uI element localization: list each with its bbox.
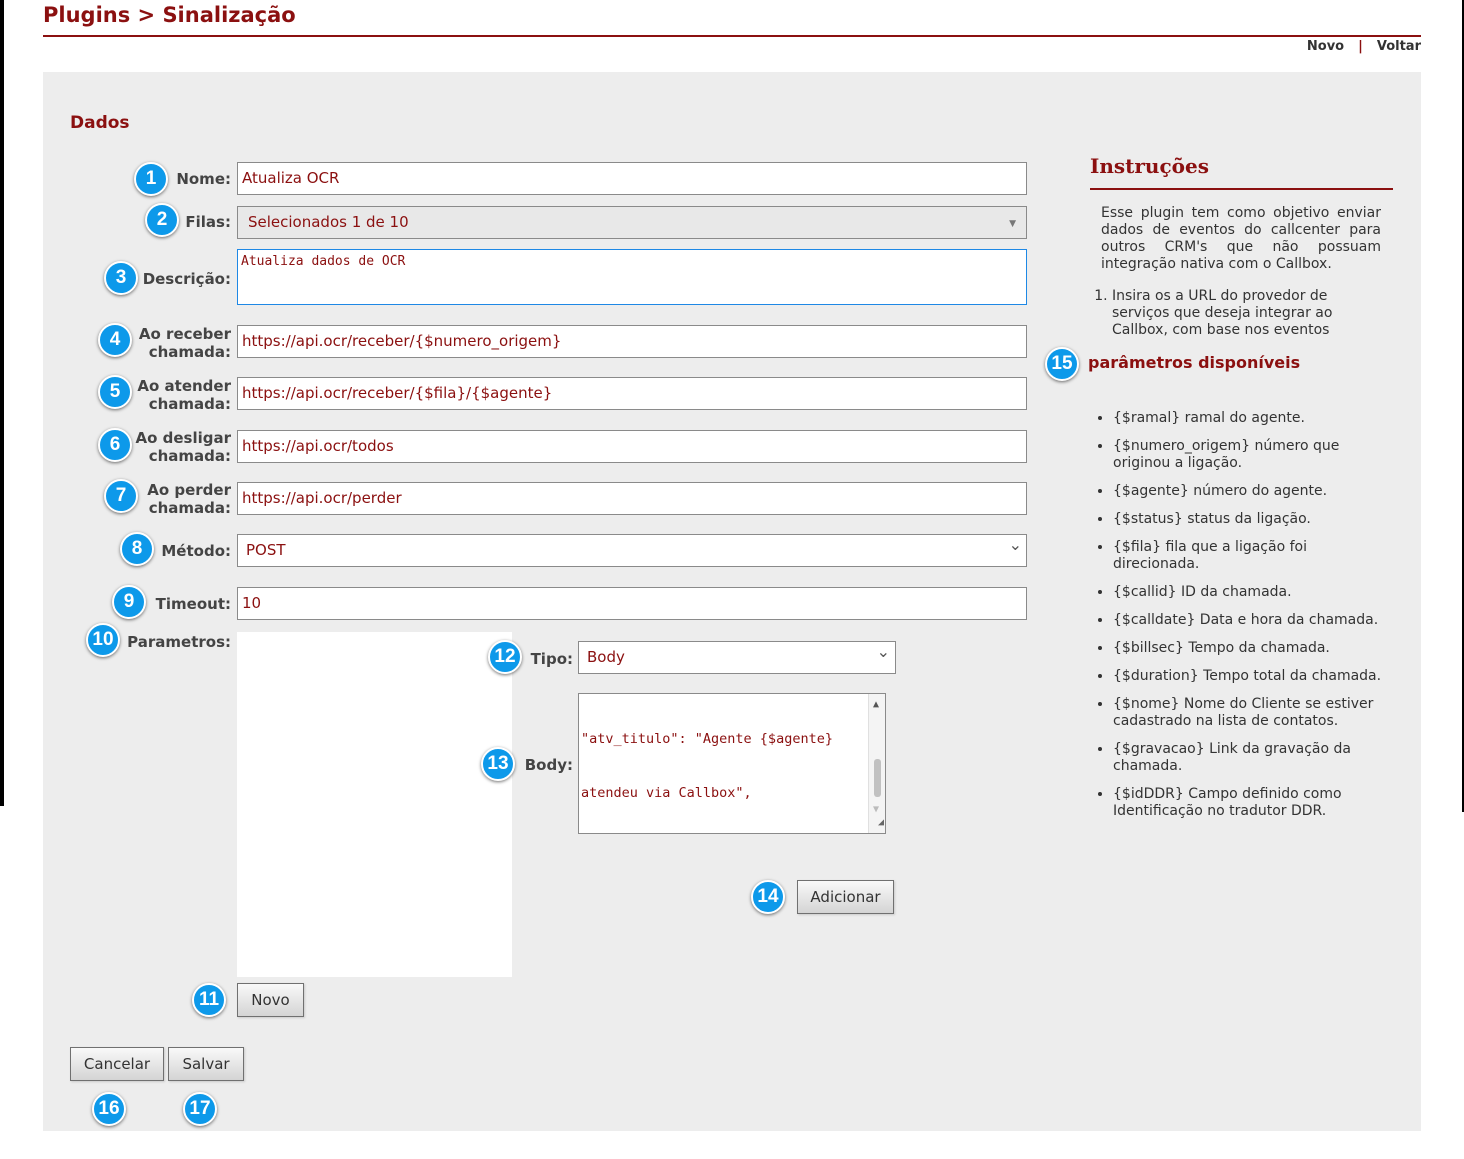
filas-label: Filas: bbox=[185, 213, 231, 231]
nome-label: Nome: bbox=[176, 170, 231, 188]
param-item: • {$ramal} ramal do agente. bbox=[1113, 410, 1395, 427]
step-badge: 8 bbox=[120, 532, 154, 566]
step-badge: 17 bbox=[183, 1092, 217, 1126]
cancelar-button[interactable]: Cancelar bbox=[70, 1047, 164, 1081]
section-title: Dados bbox=[70, 113, 130, 133]
tipo-label: Tipo: bbox=[530, 650, 573, 668]
filas-multiselect[interactable]: Selecionados 1 de 10 ▼ bbox=[237, 206, 1027, 239]
step-badge: 16 bbox=[92, 1092, 126, 1126]
novo-link[interactable]: Novo bbox=[1306, 39, 1345, 54]
param-item: • {$calldate} Data e hora da chamada. bbox=[1113, 612, 1395, 629]
step-badge: 10 bbox=[86, 623, 120, 657]
step-badge: 13 bbox=[481, 747, 515, 781]
ao-receber-input[interactable]: https://api.ocr/receber/{$numero_origem} bbox=[237, 325, 1027, 358]
ao-atender-label bbox=[51, 377, 231, 413]
tipo-select[interactable]: Body ⌄ bbox=[578, 641, 896, 674]
params-list bbox=[1095, 410, 1395, 831]
label-line-2: chamada: bbox=[148, 447, 231, 465]
ao-receber-label bbox=[51, 325, 231, 361]
body-line: "atv_titulo": "Agente {$agente} bbox=[581, 731, 833, 747]
parametros-list[interactable] bbox=[237, 632, 512, 977]
instructions-step: 1. Insira os a URL do provedor de serviços que deseja integrar ao Callbox, com base nos eventos bbox=[1112, 288, 1366, 339]
nome-input[interactable]: Atualiza OCR bbox=[237, 162, 1027, 195]
step-badge: 9 bbox=[112, 585, 146, 619]
link-separator: | bbox=[1358, 39, 1363, 54]
param-item: • {$idDDR} Campo definido como Identificação no tradutor DDR. bbox=[1113, 786, 1395, 820]
params-title: parâmetros disponíveis bbox=[1088, 353, 1301, 372]
ao-perder-label bbox=[51, 481, 231, 517]
ao-perder-input[interactable]: https://api.ocr/perder bbox=[237, 482, 1027, 515]
param-item: • {$billsec} Tempo da chamada. bbox=[1113, 640, 1395, 657]
label-line-2: chamada: bbox=[148, 343, 231, 361]
instructions-steps bbox=[1096, 288, 1366, 339]
page-title: Plugins > Sinalização bbox=[43, 3, 296, 27]
timeout-input[interactable]: 10 bbox=[237, 587, 1027, 620]
step-badge: 3 bbox=[104, 261, 138, 295]
instructions-title: Instruções bbox=[1090, 154, 1209, 178]
label-line-2: chamada: bbox=[148, 395, 231, 413]
step-badge: 2 bbox=[145, 203, 179, 237]
timeout-label: Timeout: bbox=[155, 595, 231, 613]
step-badge: 5 bbox=[98, 375, 132, 409]
step-badge: 11 bbox=[192, 983, 226, 1017]
body-label: Body: bbox=[524, 756, 573, 774]
step-badge: 1 bbox=[134, 162, 168, 196]
step-badge: 6 bbox=[98, 428, 132, 462]
ao-desligar-label bbox=[51, 429, 231, 465]
label-line-1: Ao receber bbox=[138, 325, 231, 343]
param-item: • {$callid} ID da chamada. bbox=[1113, 584, 1395, 601]
param-item: • {$nome} Nome do Cliente se estiver cadastrado na lista de contatos. bbox=[1113, 696, 1395, 730]
descricao-textarea[interactable]: Atualiza dados de OCR bbox=[237, 249, 1027, 305]
ao-desligar-input[interactable]: https://api.ocr/todos bbox=[237, 430, 1027, 463]
param-item: • {$agente} número do agente. bbox=[1113, 483, 1395, 500]
voltar-link[interactable]: Voltar bbox=[1376, 39, 1421, 54]
param-item: • {$fila} fila que a ligação foi direcionada. bbox=[1113, 539, 1395, 573]
scroll-thumb[interactable] bbox=[874, 759, 881, 797]
step-badge: 15 bbox=[1045, 347, 1079, 381]
window-edge-left bbox=[0, 0, 4, 806]
top-links bbox=[1307, 39, 1421, 54]
novo-parametro-button[interactable]: Novo bbox=[237, 983, 304, 1017]
param-item: • {$numero_origem} número que originou a ligação. bbox=[1113, 438, 1395, 472]
parametros-label: Parametros: bbox=[127, 633, 231, 651]
param-item: • {$gravacao} Link da gravação da chamada. bbox=[1113, 741, 1395, 775]
step-badge: 12 bbox=[488, 640, 522, 674]
param-item: • {$status} status da ligação. bbox=[1113, 511, 1395, 528]
instructions-intro: Esse plugin tem como objetivo enviar dados de eventos do callcenter para outros CRM's que não possuam integração nativa com o Callbox. bbox=[1101, 205, 1381, 272]
instructions-divider bbox=[1090, 188, 1393, 190]
param-item: • {$duration} Tempo total da chamada. bbox=[1113, 668, 1395, 685]
metodo-label: Método: bbox=[161, 542, 231, 560]
step-badge: 4 bbox=[98, 323, 132, 357]
body-textarea[interactable] bbox=[578, 693, 886, 834]
label-line-1: Ao atender bbox=[137, 377, 231, 395]
ao-atender-input[interactable]: https://api.ocr/receber/{$fila}/{$agente} bbox=[237, 377, 1027, 410]
scroll-down-icon[interactable]: ▼ bbox=[873, 804, 880, 815]
title-divider bbox=[43, 35, 1421, 37]
step-badge: 14 bbox=[751, 880, 785, 914]
scroll-up-icon[interactable]: ▲ bbox=[873, 699, 880, 710]
label-line-1: Ao desligar bbox=[135, 429, 231, 447]
label-line-2: chamada: bbox=[148, 499, 231, 517]
body-line: atendeu via Callbox", bbox=[581, 785, 752, 801]
resize-grip-icon[interactable]: ◢ bbox=[877, 817, 884, 828]
metodo-select[interactable]: POST ⌄ bbox=[237, 534, 1027, 567]
descricao-label: Descrição: bbox=[142, 270, 231, 288]
step-badge: 7 bbox=[104, 479, 138, 513]
adicionar-button[interactable]: Adicionar bbox=[797, 880, 894, 914]
label-line-1: Ao perder bbox=[147, 481, 231, 499]
body-scrollbar[interactable] bbox=[868, 694, 885, 833]
salvar-button[interactable]: Salvar bbox=[168, 1047, 244, 1081]
